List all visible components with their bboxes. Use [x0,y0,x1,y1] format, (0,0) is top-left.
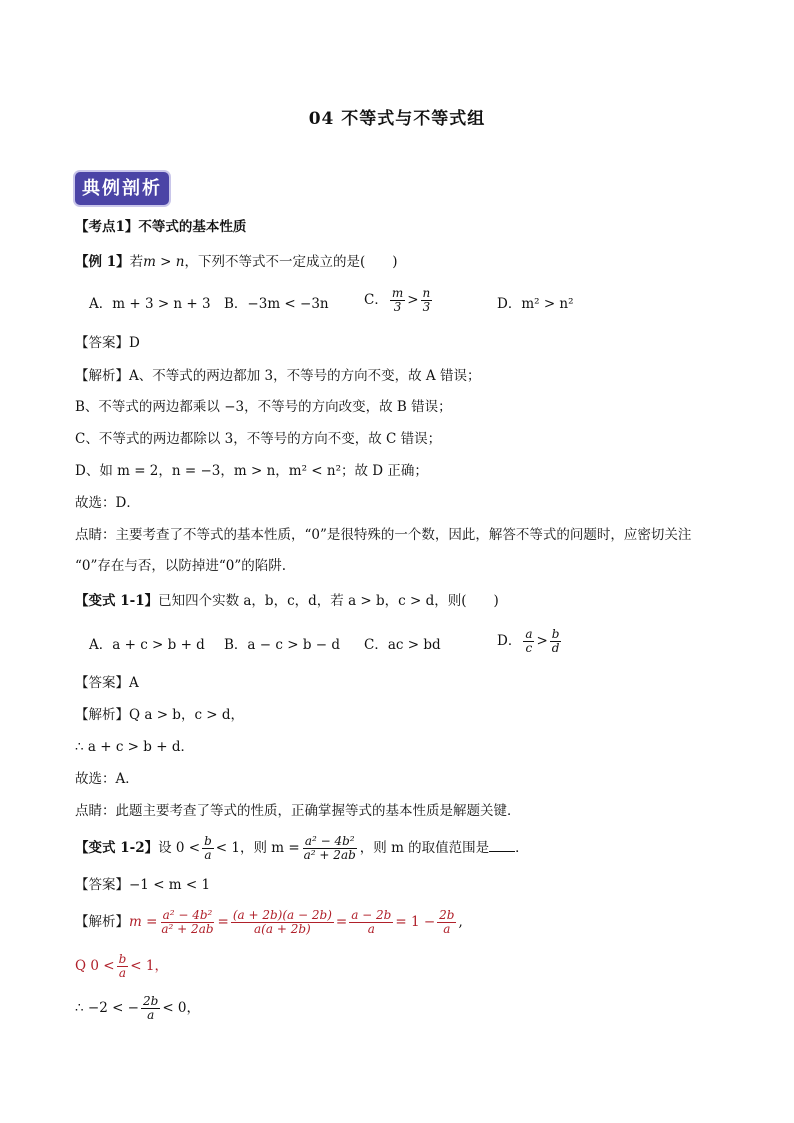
var11-note: 点睛：此题主要考查了等式的性质，正确掌握等式的基本性质是解题关键． [75,803,521,819]
ex1-option-a: A．m + 3 > n + 3 [89,296,211,312]
example-1-tag: 【例 1】 [75,254,130,270]
ex1-note-2: “0”存在与否，以防掉进“0”的陷阱. [75,558,287,574]
var11-analysis-1: 【解析】Q a > b，c > d， [75,707,245,723]
ex1-option-c: C． $\frac{m}{3}$ > $\frac{n}{3}$ [364,286,431,314]
fraction: $\frac{b}{a}$ [204,834,212,862]
ex1-analysis-2: B、不等式的两边都乘以 −3，不等号的方向改变，故 B 错误； [75,399,452,415]
ex1-analysis-3: C、不等式的两边都除以 3，不等号的方向不变，故 C 错误； [75,431,442,447]
var12-analysis-3: ∴ −2 < − $\frac{2b}{a}$ < 0， [75,994,201,1022]
fraction: $\frac{a - 2b}{a}$ [351,908,392,936]
var12-analysis-2: Q 0 < $\frac{b}{a}$ < 1， [75,952,168,980]
fraction: $\frac{\text{a² − 4b²}}{\text{a² + 2ab}}$ [161,908,214,936]
var11-option-c: C．ac > bd [364,637,441,653]
ex1-answer: 【答案】D [75,335,140,351]
fraction: $\frac{2b}{a}$ [439,908,455,936]
fraction: $\frac{a}{c}$ [525,627,533,655]
var11-choice: 故选：A． [75,771,139,787]
section-badge: 典例剖析 [75,172,169,205]
page-title: 04 不等式与不等式组 [308,109,486,129]
ex1-choice: 故选：D． [75,495,140,511]
ex1-analysis-1: 【解析】A、不等式的两边都加 3，不等号的方向不变，故 A 错误； [75,368,481,384]
fraction: $\frac{(a + 2b)(a - 2b)}{a(a + 2b)}$ [232,908,332,936]
fraction: $\frac{n}{3}$ [422,286,431,314]
ex1-option-d: D．m² > n² [497,296,574,312]
variant-1-1-question: 【变式 1-1】已知四个实数 a，b，c，d，若 a > b，c > d，则( ) [75,593,499,609]
var12-analysis-1: 【解析】m = $\frac{\text{a² − 4b²}}{\text{a² + 2ab}}$ = $\frac{(a + 2b)(a - 2b)}{a(a + 2b)}$ = $\frac{a - 2b}{a}$ = 1 − $\frac{2b}{a}$ , [75,908,463,936]
var11-option-d: D． $\frac{a}{c}$ > $\frac{b}{d}$ [497,627,560,655]
fraction: $\frac{b}{d}$ [551,627,560,655]
fraction: $\frac{b}{a}$ [118,952,127,980]
kaodian-heading: 【考点1】不等式的基本性质 [75,219,247,235]
fraction: $\frac{m}{3}$ [391,286,404,314]
var11-answer: 【答案】A [75,675,139,691]
ex1-analysis-4: D、如 m = 2，n = −3，m > n，m² < n²；故 D 正确； [75,463,428,479]
var11-analysis-2: ∴ a + c > b + d． [75,739,194,755]
fraction: $\frac{\text{a² − 4b²}}{\text{a² + 2ab}}$ [303,834,356,862]
var12-answer: 【答案】−1 < m < 1 [75,877,211,893]
variant-1-2-question: 【变式 1-2】设 0 < $\frac{b}{a}$ < 1，则 m = $\frac{\text{a² − 4b²}}{\text{a² + 2ab}}$ ，则 m 的取值范围是 ． [75,834,529,862]
answer-blank [489,837,515,852]
example-1-question: 【例 1】若m > n，下列不等式不一定成立的是( ) [75,254,398,270]
variant-1-2-tag: 【变式 1-2】 [75,840,159,856]
variant-1-1-tag: 【变式 1-1】 [75,593,159,609]
ex1-note-1: 点睛：主要考查了不等式的基本性质，“0”是很特殊的一个数，因此，解答不等式的问题时，应密切关注 [75,527,692,543]
var11-option-b: B．a − c > b − d [224,637,340,653]
var11-option-a: A．a + c > b + d [89,637,205,653]
ex1-option-b: B．−3m < −3n [224,296,329,312]
fraction: $\frac{2b}{a}$ [143,994,159,1022]
